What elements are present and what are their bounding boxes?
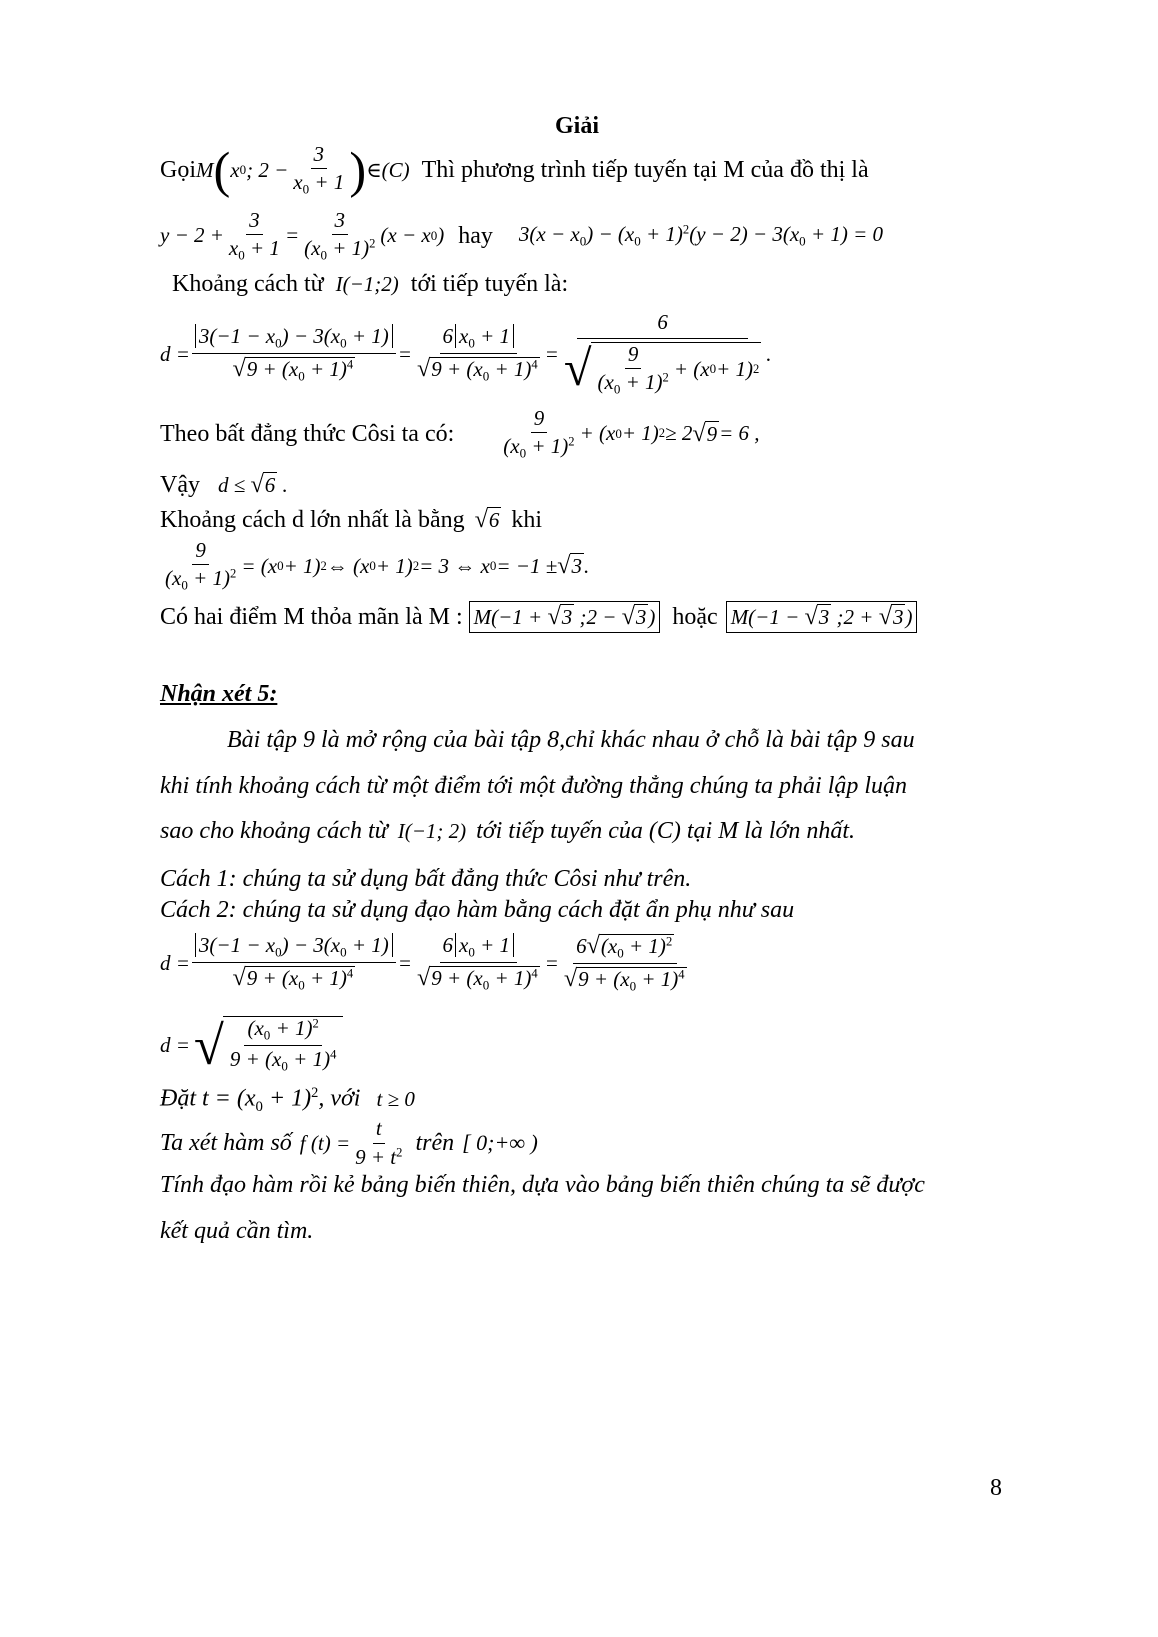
vay-line [160, 471, 288, 499]
remark-paragraph-3 [160, 818, 855, 845]
dat-t: Đặt t = (x [160, 1085, 256, 1112]
point-i-2: I(−1; 2) [397, 819, 467, 843]
remark-paragraph-2: khi tính khoảng cách từ một điểm tới một đường thẳng chúng ta phải lập luận [160, 773, 908, 799]
tangent-equation-expanded: $3(x - x_0) - (x_0 + 1)^2(y - 2) - 3(x_0 + 1) = 0$ [518, 222, 884, 249]
max-text: Khoảng cách d lớn nhất là bằng [160, 507, 465, 533]
dat-t-3: , với [318, 1085, 361, 1112]
point-i: I(−1;2) [335, 272, 399, 296]
dat-t-line: Đặt $t = (x_0 + 1)^2$, với t ≥ 0 [160, 1085, 415, 1115]
cach-1: Cách 1: chúng ta sử dụng bất đẳng thức Côsi như trên. [160, 866, 692, 892]
line-2 [160, 208, 883, 264]
ta-xet: Ta xét hàm số [160, 1129, 292, 1156]
remark-paragraph-1: Bài tập 9 là mở rộng của bài tập 8,chỉ khác nhau ở chỗ là bài tập 9 sau [227, 727, 915, 753]
dat-t-2: + 1) [262, 1085, 312, 1112]
distance-formula-1: d = $\frac{3(-1 - x_0) - 3(x_0 + 1)}{√9 + (x_0 + 1)^4}$ = $\frac{6 x_0 + 1}{√9 + (x_0 + 1)^4}$ = 6 √ $\frac{9}{(x_0 + 1)^2}$ + (x 0 + 1) 2 . [160, 310, 772, 397]
ta-xet-line [160, 1115, 538, 1171]
point-m2: M(−1 − √3 ;2 + √3) [726, 601, 918, 633]
cosi-inequality: $\frac{9}{(x_0 + 1)^2}$ + (x 0 + 1) 2 ≥ 2 √ 9 = 6 , [503, 406, 760, 461]
two-points-text: Có hai điểm M thỏa mãn là M : [160, 603, 463, 630]
function-f: f (t) = $\frac{t}{9 + t^2}$ [299, 1116, 403, 1169]
cach-2: Cách 2: chúng ta sử dụng đạo hàm bằng cách đặt ẩn phụ như sau [160, 897, 795, 923]
line1-text: Thì phương trình tiếp tuyến tại M của đồ thị là [421, 156, 869, 183]
intro-word: Gọi [160, 156, 196, 183]
cosi-text: Theo bất đẳng thức Côsi ta có: [160, 420, 455, 447]
khi-word: khi [511, 507, 543, 533]
point-m1: M(−1 + √3 ;2 − √3) [469, 601, 661, 633]
t-condition: t ≥ 0 [376, 1086, 415, 1111]
remark-p3a: sao cho khoảng cách từ [160, 818, 388, 844]
max-line [160, 506, 542, 534]
distance-formula-2: d = $\frac{3(-1 - x_0) - 3(x_0 + 1)}{√9 + (x_0 + 1)^4}$ = $\frac{6 x_0 + 1}{√9 + (x_0 + 1)^4}$ = $\frac{6√(x_0 + 1)^2}{√9 + (x_0 + 1)^4}$ [160, 931, 685, 994]
interval: [ 0;+∞ ) [462, 1130, 538, 1155]
hay-word: hay [458, 222, 493, 249]
equality-condition: $\frac{9}{(x_0 + 1)^2}$ = (x 0 + 1) 2 ⇔ (x 0 + 1) 2 = 3 ⇔ x 0 = −1 ± √ 3 . [165, 538, 590, 593]
line-3 [172, 271, 568, 298]
distance-formula-3: d = √ $\frac{(x_0 + 1)^2}{9 + (x_0 + 1)^4}$ [160, 1010, 343, 1080]
final-paragraph-2: kết quả cần tìm. [160, 1218, 314, 1244]
page-number: 8 [990, 1475, 1002, 1501]
tren-word: trên [415, 1129, 455, 1156]
hoac-word: hoặc [672, 603, 718, 630]
tangent-equation: y − 2 + $\frac{3}{x_0 + 1}$ = $\frac{3}{(x_0 + 1)^2}$ (x − x 0 ) [160, 208, 445, 263]
final-paragraph-1: Tính đạo hàm rồi kẻ bảng biến thiên, dựa vào bảng biến thiên chúng ta sẽ được [160, 1172, 925, 1198]
distance-text: Khoảng cách từ [172, 271, 324, 297]
remark-title: Nhận xét 5: [160, 681, 278, 707]
vay-word: Vậy [160, 472, 200, 498]
cosi-line [160, 403, 760, 465]
sqrt6: √6 [474, 506, 500, 533]
remark-p3b: tới tiếp tuyến của (C) tại M là lớn nhất. [476, 818, 856, 844]
point-m-formula: M ( x 0 ; 2 − $\frac{3}{x_0 + 1}$ ) ∈ (C) [196, 142, 410, 198]
two-points-line [160, 601, 917, 633]
heading: Giải [555, 113, 600, 139]
line-1 [160, 140, 869, 200]
d-bound: d ≤ √6 . [217, 471, 288, 498]
distance-text-2: tới tiếp tuyến là: [410, 271, 569, 297]
